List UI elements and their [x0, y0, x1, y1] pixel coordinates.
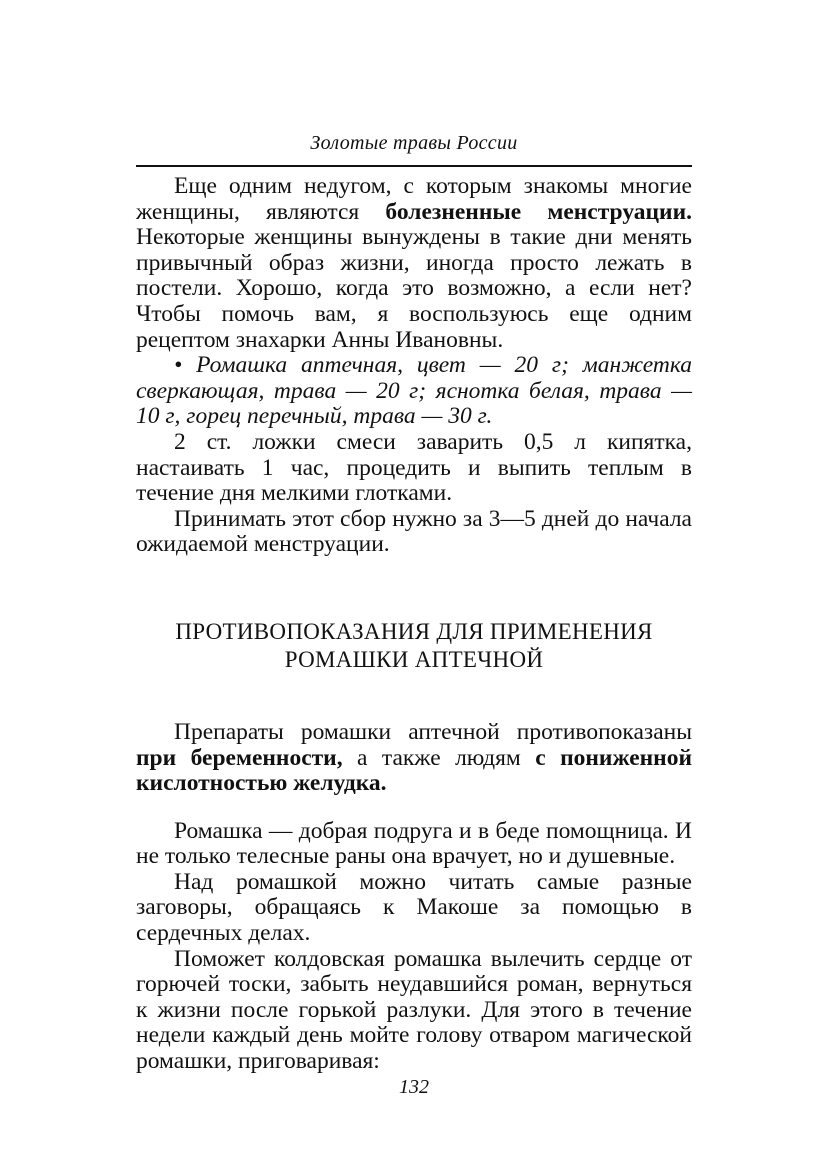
bold-term: при беременности, [136, 744, 343, 771]
text-segment: Некоторые женщины вынуждены в такие дни менять привычный образ жизни, иногда просто лежать в постели. Хорошо, когда это возможно, а если нет? Чтобы помочь вам, я воспользуюсь еще одним рецептом знахарки Анны Ивановны. [136, 224, 692, 353]
paragraph-ritual: Поможет колдовская ромашка вылечить сердце от горючей тоски, забыть неудавшийся роман, вернуться к жизни после горькой разлуки. Для этого в течение недели каждый день мойте голову отваром магической ромашки, приговаривая: [136, 945, 692, 1075]
header-rule [136, 165, 692, 167]
paragraph-contraindications [136, 720, 692, 797]
recipe-ingredients: • Ромашка аптечная, цвет — 20 г; манжетка сверкающая, трава — 20 г; яснотка белая, трава — 10 г, горец перечный, трава — 30 г. [136, 352, 692, 430]
paragraph-chamomile-friend: Ромашка — добрая подруга и в беде помощница. И не только телесные раны она врачует, но и душевные. [136, 817, 692, 870]
paragraph-spells: Над ромашкой можно читать самые разные заговоры, обращаясь к Макоше за помощью в сердечных делах. [136, 868, 692, 947]
bold-term: болезненные менструации. [385, 198, 692, 225]
paragraph-preparation: 2 ст. ложки смеси заварить 0,5 л кипятка, настаивать 1 час, процедить и выпить теплым в течение дня мелкими глотками. [136, 428, 692, 507]
section-heading [136, 618, 692, 674]
section-heading-line-1: ПРОТИВОПОКАЗАНИЯ ДЛЯ ПРИМЕНЕНИЯ [175, 618, 653, 644]
page-number: 132 [399, 1076, 429, 1098]
paragraph-dosage: Принимать этот сбор нужно за 3—5 дней до начала ожидаемой менструации. [136, 505, 692, 558]
section-heading-line-2: РОМАШКИ АПТЕЧНОЙ [284, 646, 544, 672]
paragraph-menstruation [136, 174, 692, 353]
page-body [136, 174, 692, 1075]
running-header: Золотые травы России [310, 132, 518, 154]
text-segment: Препараты ромашки аптечной противопоказаны [174, 718, 692, 745]
text-segment: а также людям [342, 744, 536, 771]
text-segment: Еще одним недугом, с которым знакомы многие женщины, являются [136, 173, 692, 225]
bold-term: с пониженной кислотностью желудка. [136, 744, 692, 797]
